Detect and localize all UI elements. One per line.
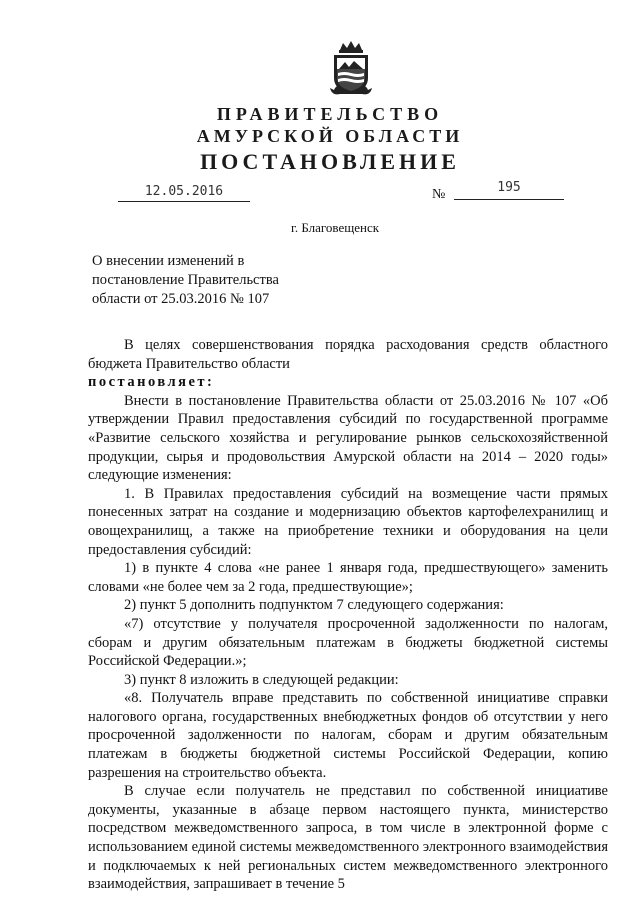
document-body (88, 336, 608, 894)
document-number: 195 (454, 180, 564, 200)
resolves-word: постановляет: (88, 374, 215, 391)
body-paragraph: «8. Получатель вправе представить по собственной инициативе справки налогового органа, государственных внебюджетных фондов об отсутствии у него просроченной задолженности по налогам, сборам и другим обязательным платежам в бюджеты бюджетной системы Российской Федерации, копию разрешения на строительство объекта. (88, 690, 608, 781)
government-title-line2: АМУРСКОЙ ОБЛАСТИ (196, 126, 464, 146)
government-title-line1: ПРАВИТЕЛЬСТВО (216, 104, 444, 124)
coat-of-arms-icon (328, 40, 374, 98)
preamble-paragraph: В целях совершенствования порядка расходования средств областного бюджета Правительство области (88, 337, 608, 372)
city-name: г. Благовещенск (290, 220, 380, 235)
document-subject (92, 252, 279, 309)
body-paragraph: «7) отсутствие у получателя просроченной задолженности по налогам, сборам и другим обязательным платежам в бюджеты бюджетной системы Российской Федерации.»; (88, 615, 608, 670)
body-paragraph: 1. В Правилах предоставления субсидий на возмещение части прямых понесенных затрат на создание и модернизацию объектов картофелехранилищ и овощехранилищ, а также на приобретение техники и оборудования на цели предоставления субсидий: (88, 485, 608, 558)
body-paragraph: Внести в постановление Правительства области от 25.03.2016 № 107 «Об утверждении Правил предоставления субсидий по государственной программе «Развитие сельского хозяйства и регулирование рынков сельскохозяйственной продукции, сырья и продовольствия Амурской области на 2014 – 2020 годы» следующие изменения: (88, 392, 608, 484)
subject-line: О внесении изменений в (92, 253, 245, 269)
body-paragraph: 3) пункт 8 изложить в следующей редакции: (124, 671, 399, 688)
number-label: № (432, 187, 446, 202)
body-paragraph: 2) пункт 5 дополнить подпунктом 7 следующего содержания: (124, 597, 504, 614)
document-date: 12.05.2016 (118, 184, 250, 202)
subject-line: области от 25.03.2016 № 107 (92, 291, 270, 307)
subject-line: постановление Правительства (92, 272, 279, 288)
body-paragraph: В случае если получатель не представил по собственной инициативе документы, указанные в абзаце первом настоящего пункта, министерство посредством межведомственного запроса, в том числе в электронной форме с использованием единой системы межведомственного электронного взаимодействия и подключаемых к ней региональных систем межведомственного электронного взаимодействия, запрашивает в течение 5 (88, 783, 608, 893)
document-type-title: ПОСТАНОВЛЕНИЕ (200, 149, 460, 174)
body-paragraph: 1) в пункте 4 слова «не ранее 1 января года, предшествующего» заменить словами «не более чем за 2 года, предшествующие»; (88, 560, 608, 595)
